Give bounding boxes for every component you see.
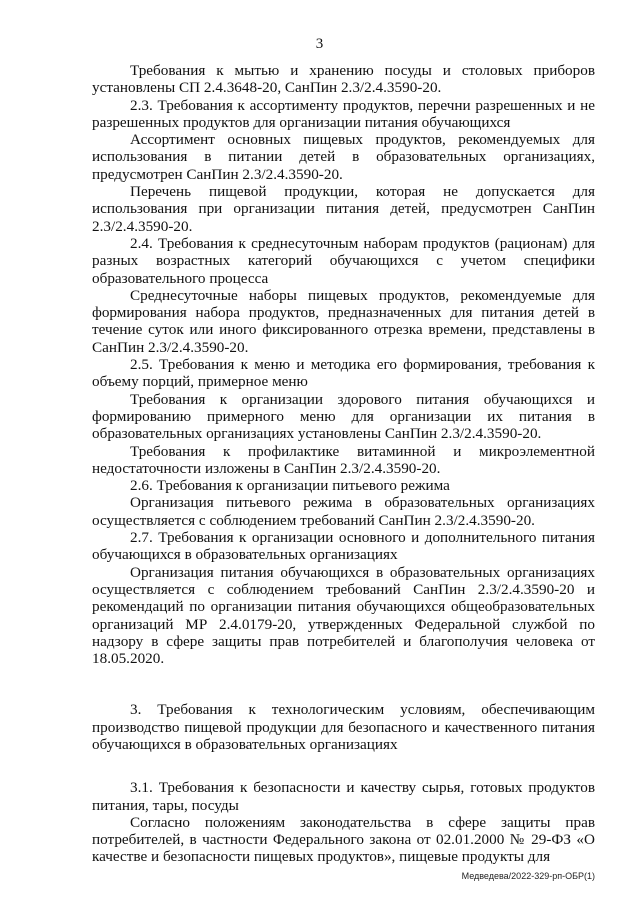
paragraph: Организация питьевого режима в образовательных организациях осуществляется с соблюдением требований СанПин 2.3/2.4.3590-20. — [92, 494, 595, 529]
section-heading-3: 3. Требования к технологическим условиям, обеспечивающим производство пищевой продукции для безопасного и качественного питания обучающихся в образовательных организациях — [92, 701, 595, 753]
paragraph: Требования к профилактике витаминной и микроэлементной недостаточности изложены в СанПин 2.3/2.4.3590-20. — [92, 442, 595, 477]
paragraph: Требования к мытью и хранению посуды и столовых приборов установлены СП 2.4.3648-20, СанПин 2.3/2.4.3590-20. — [92, 62, 595, 97]
section-heading-2-4: 2.4. Требования к среднесуточным наборам продуктов (рационам) для разных возрастных категорий обучающихся с учетом специфики образовательного процесса — [92, 234, 595, 287]
section-heading-2-7: 2.7. Требования к организации основного и дополнительного питания обучающихся в образовательных организациях — [92, 529, 595, 564]
section-heading-3-1: 3.1. Требования к безопасности и качеству сырья, готовых продуктов питания, тары, посуды — [92, 779, 595, 814]
paragraph: Перечень пищевой продукции, которая не допускается для использования при организации питания детей, предусмотрен СанПин 2.3/2.4.3590-20. — [92, 183, 595, 235]
paragraph: Ассортимент основных пищевых продуктов, рекомендуемых для использования в питании детей в образовательных организациях, предусмотрен СанПин 2.3/2.4.3590-20. — [92, 131, 595, 183]
spacer — [92, 667, 595, 701]
document-body — [92, 62, 595, 866]
spacer — [92, 753, 595, 779]
section-heading-2-5: 2.5. Требования к меню и методика его формирования, требования к объему порций, примерное меню — [92, 356, 595, 391]
page-number: 3 — [315, 36, 324, 52]
paragraph: Организация питания обучающихся в образовательных организациях осуществляется с соблюдением требований СанПин 2.3/2.4.3590-20 и рекомендаций по организации питания обучающихся общеобразовательных организаций МР 2.4.0179-20, утвержденных Федеральной службой по надзору в сфере защиты прав потребителей и благополучия человека от 18.05.2020. — [92, 563, 595, 668]
paragraph: Среднесуточные наборы пищевых продуктов, рекомендуемые для формирования набора продуктов, предназначенных для питания детей в течение суток или иного фиксированного отрезка времени, представлены в СанПин 2.3/2.4.3590-20. — [92, 286, 595, 356]
paragraph: Требования к организации здорового питания обучающихся и формированию примерного меню для организации их питания в образовательных организациях установлены СанПин 2.3/2.4.3590-20. — [92, 390, 595, 443]
document-reference: Медведева/2022-329-рп-ОБР(1) — [461, 871, 595, 881]
section-heading-2-6: 2.6. Требования к организации питьевого режима — [130, 477, 450, 495]
section-heading-2-3: 2.3. Требования к ассортименту продуктов, перечни разрешенных и не разрешенных продуктов для организации питания обучающихся — [92, 96, 595, 131]
paragraph: Согласно положениям законодательства в сфере защиты прав потребителей, в частности Федерального закона от 02.01.2000 № 29-ФЗ «О качестве и безопасности пищевых продуктов», пищевые продукты для — [92, 813, 595, 866]
